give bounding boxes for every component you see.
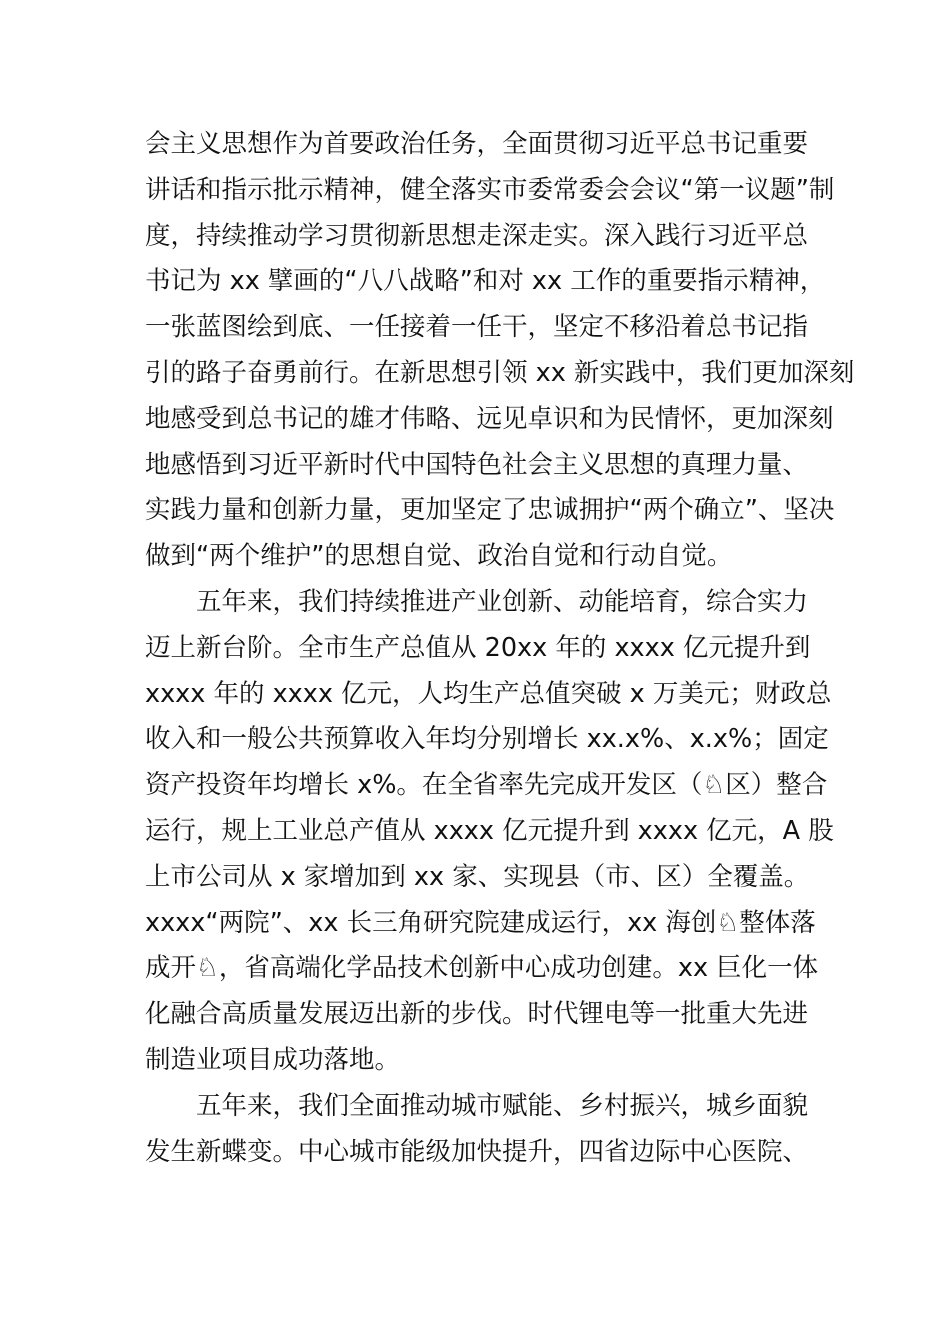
text-line: 资产投资年均增长 x%。在全省率先完成开发区（♘区）整合 (145, 770, 828, 801)
paragraph (145, 1084, 825, 1176)
text-line: 制造业项目成功落地。 (145, 1044, 401, 1075)
document-body (145, 122, 855, 1175)
text-line: xxxx“两院”、xx 长三角研究院建成运行，xx 海创♘整体落 (145, 907, 816, 938)
text-line: 五年来，我们持续推进产业创新、动能培育，综合实力 (196, 586, 809, 617)
paragraph (145, 580, 834, 1084)
paragraph (145, 122, 855, 580)
text-line: 书记为 xx 擘画的“八八战略”和对 xx 工作的重要指示精神， (145, 266, 826, 297)
text-line: 收入和一般公共预算收入年均分别增长 xx.x%、x.x%；固定 (145, 724, 829, 755)
text-line: 地感悟到习近平新时代中国特色社会主义思想的真理力量、 (145, 449, 809, 480)
text-line: 发生新蝶变。中心城市能级加快提升，四省边际中心医院、 (145, 1136, 809, 1167)
text-line: 化融合高质量发展迈出新的步伐。时代锂电等一批重大先进 (145, 999, 809, 1030)
text-line: 一张蓝图绘到底、一任接着一任干，坚定不移沿着总书记指 (145, 312, 809, 343)
text-line: 运行，规上工业总产值从 xxxx 亿元提升到 xxxx 亿元，A 股 (145, 815, 834, 846)
text-line: 实践力量和创新力量，更加坚定了忠诚拥护“两个确立”、坚决 (145, 495, 835, 526)
text-line: 地感受到总书记的雄才伟略、远见卓识和为民情怀，更加深刻 (145, 403, 834, 434)
text-line: 会主义思想作为首要政治任务，全面贯彻习近平总书记重要 (145, 129, 809, 159)
text-line: 五年来，我们全面推动城市赋能、乡村振兴，城乡面貌 (196, 1090, 809, 1121)
text-line: xxxx 年的 xxxx 亿元，人均生产总值突破 x 万美元；财政总 (145, 678, 832, 709)
text-line: 成开♘，省高端化学品技术创新中心成功创建。xx 巨化一体 (145, 953, 819, 984)
text-line: 上市公司从 x 家增加到 xx 家、实现县（市、区）全覆盖。 (145, 861, 810, 892)
text-line: 度，持续推动学习贯彻新思想走深走实。深入践行习近平总 (145, 220, 809, 251)
text-line: 讲话和指示批示精神，健全落实市委常委会会议“第一议题”制 (145, 174, 835, 205)
text-line: 引的路子奋勇前行。在新思想引领 xx 新实践中，我们更加深刻 (145, 357, 855, 388)
text-line: 迈上新台阶。全市生产总值从 20xx 年的 xxxx 亿元提升到 (145, 632, 811, 663)
text-line: 做到“两个维护”的思想自觉、政治自觉和行动自觉。 (145, 541, 733, 572)
